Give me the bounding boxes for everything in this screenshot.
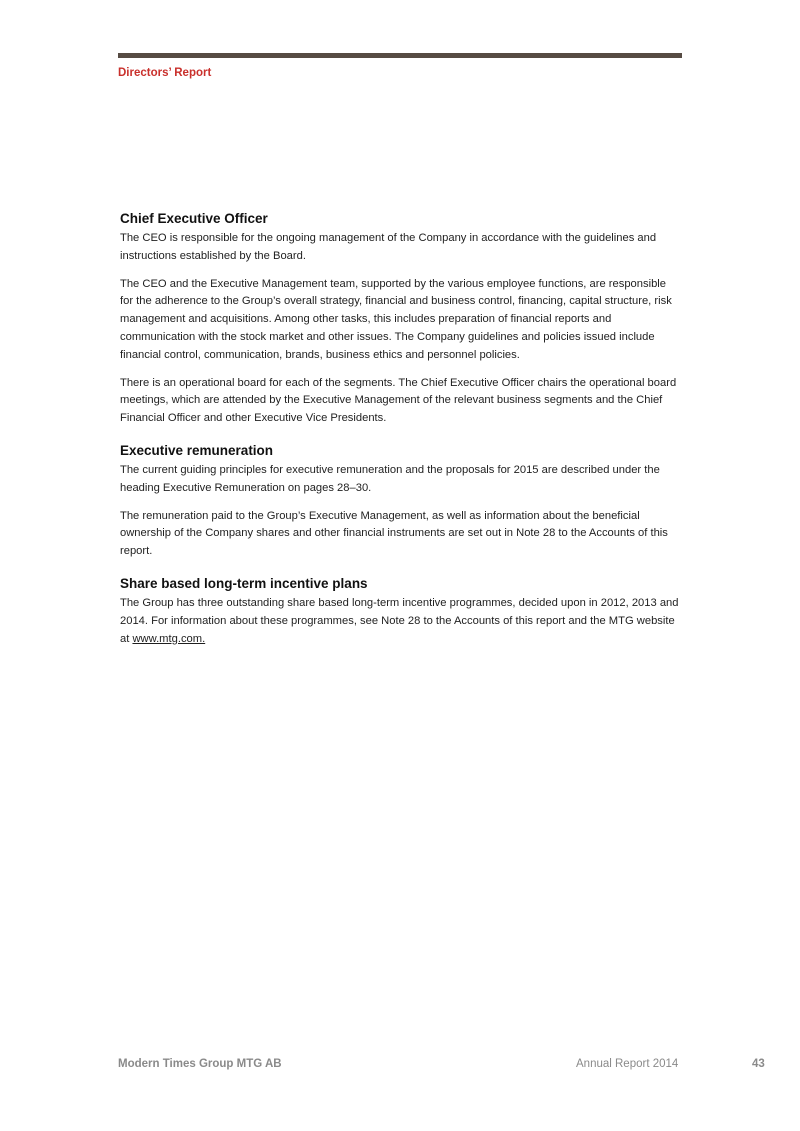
incentive-paragraph-text: The Group has three outstanding share based long-term incentive programmes, decided upon in 2012, 2013 and 2014. For information about these programmes, see Note 28 to the Accounts of this report and the MTG website at	[120, 596, 679, 645]
remuneration-heading: Executive remuneration	[120, 442, 274, 458]
report-body	[120, 210, 680, 658]
header-rule	[118, 53, 682, 58]
incentive-heading: Share based long-term incentive plans	[120, 575, 368, 591]
remuneration-paragraph-1: The current guiding principles for executive remuneration and the proposals for 2015 are described under the heading Executive Remuneration on pages 28–30.	[120, 463, 660, 494]
ceo-paragraph-2: The CEO and the Executive Management team, supported by the various employee functions, are responsible for the adherence to the Group’s overall strategy, financial and business control, financing, capital structure, risk management and acquisitions. Among other tasks, this includes preparation of financial reports and communication with the stock market and other issues. The Company guidelines and policies issued include financial control, communication, brands, business ethics and personnel policies.	[120, 277, 672, 361]
footer-report-title: Annual Report 2014	[576, 1058, 679, 1070]
ceo-paragraph-1: The CEO is responsible for the ongoing management of the Company in accordance with the guidelines and instructions established by the Board.	[120, 232, 657, 262]
incentive-paragraph	[120, 595, 680, 648]
remuneration-paragraph-2: The remuneration paid to the Group’s Executive Management, as well as information about the beneficial ownership of the Company shares and other financial instruments are set out in Note 28 to the Accounts of this report.	[120, 509, 668, 558]
section-label: Directors’ Report	[118, 67, 212, 79]
ceo-paragraph-3: There is an operational board for each of the segments. The Chief Executive Officer chairs the operational board meetings, which are attended by the Executive Management of the relevant business segments and the Chief Financial Officer and other Executive Vice Presidents.	[120, 376, 677, 425]
ceo-heading: Chief Executive Officer	[120, 211, 268, 226]
mtg-website-link[interactable]: www.mtg.com.	[132, 632, 206, 645]
footer-company: Modern Times Group MTG AB	[118, 1058, 282, 1070]
page-number: 43	[752, 1058, 765, 1070]
